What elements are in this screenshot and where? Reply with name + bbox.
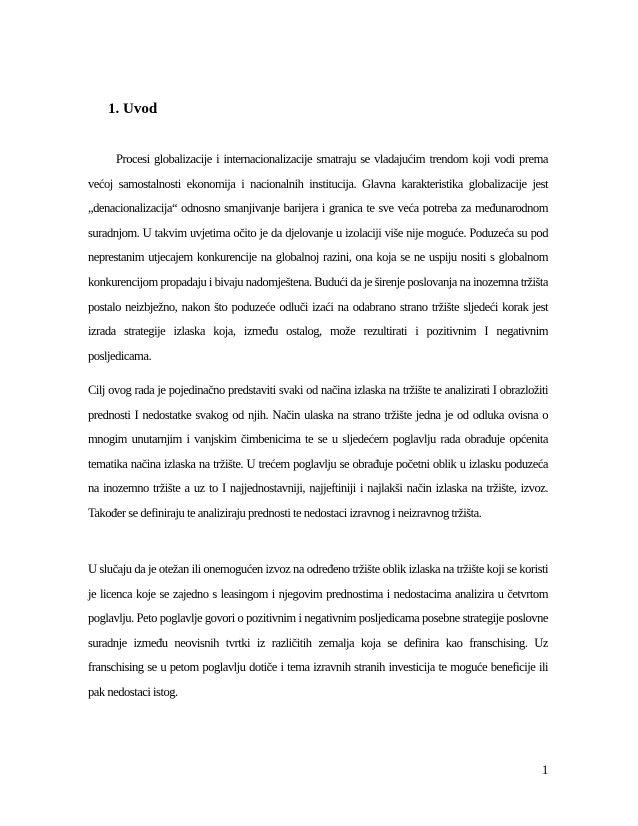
- paragraph-goal: Cilj ovog rada je pojedinačno predstaviti svaki od načina izlaska na tržište te analizirati I obrazložiti prednosti I nedostatke svakog od njih. Način ulaska na strano tržište jedna je od odluka ovisna o mnogim unutarnjim i vanjskim čimbenicima te se u sljedećem poglavlju rada obrađuje općenita tematika načina izlaska na tržište. U trećem poglavlju se obrađuje početni oblik u izlasku poduzeća na inozemno tržište a uz to I najjednostavniji, najjeftiniji i najlakši način izlaska na tržište, izvoz. Također se definiraju te analiziraju prednosti te nedostaci izravnog i neizravnog tržišta.: [88, 383, 548, 520]
- paragraph-outline: U slučaju da je otežan ili onemogućen izvoz na određeno tržište oblik izlaska na tržište koji se koristi je licenca koje se zajedno s leasingom i njegovim prednostima i nedostacima analizira u četvrtom poglavlju. Peto poglavlje govori o pozitivnim i negativnim posljedicama posebne strategije poslovne suradnje između neovisnih tvrtki iz različitih zemalja koja se definira kao franschising. Uz franschising se u petom poglavlju dotiče i tema izravnih stranih investicija te moguće beneficije ili pak nedostaci istog.: [88, 562, 548, 699]
- paragraph-intro: Procesi globalizacije i internacionalizacije smatraju se vladajućim trendom koji vodi prema većoj samostalnosti ekonomija i nacionalnih institucija. Glavna karakteristika globalizacije jest „denacionalizacija“ odnosno smanjivanje barijera i granica te sve veća potreba za međunarodnom suradnjom. U takvim uvjetima očito je da djelovanje u izolaciji više nije moguće. Poduzeća su pod neprestanim utjecajem konkurencije na globalnoj razini, ona koja se ne uspiju nositi s globalnom konkurencijom propadaju i bivaju nadomještena. Budući da je širenje poslovanja na inozemna tržišta postalo neizbježno, nakon što poduzeće odluči izaći na odabrano strano tržište sljedeći korak jest izrada strategije izlaska koja, između ostalog, može rezultirati i pozitivnim I negativnim posljedicama.: [88, 152, 548, 363]
- page-number: 1: [542, 763, 549, 777]
- section-heading: 1. Uvod: [108, 101, 158, 117]
